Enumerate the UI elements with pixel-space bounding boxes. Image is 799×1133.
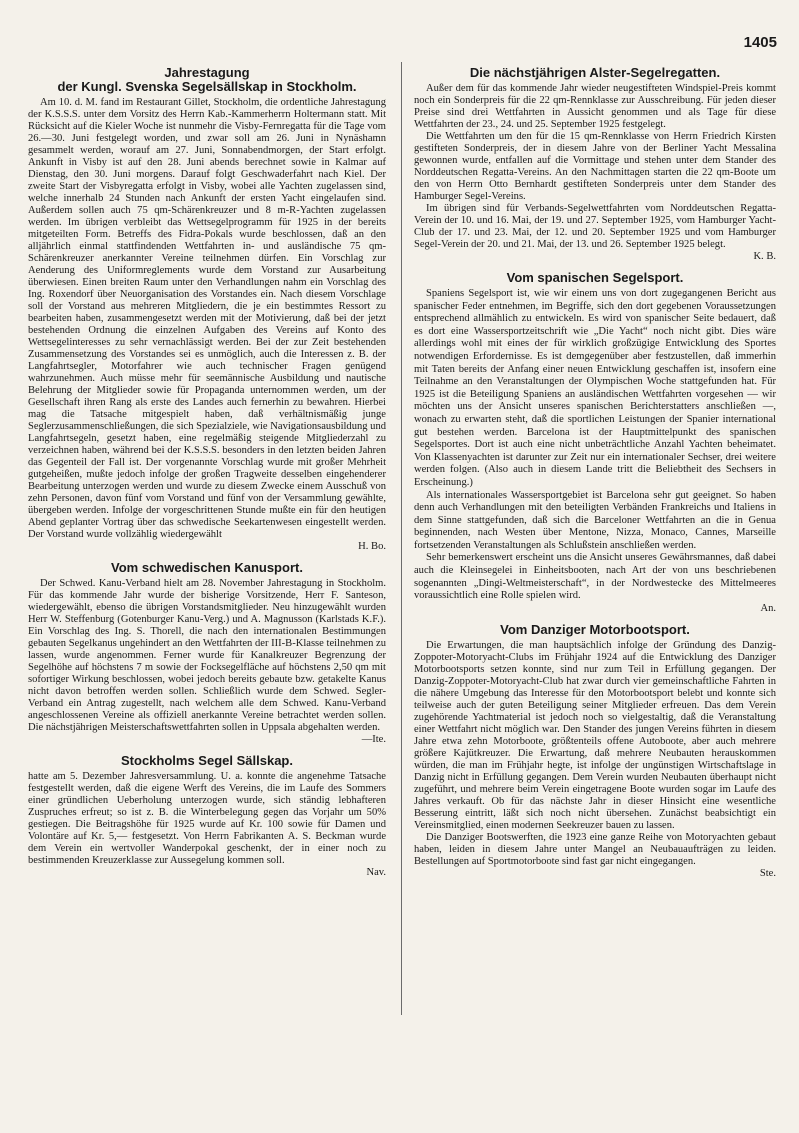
- article-title: Vom schwedischen Kanusport.: [111, 560, 303, 575]
- article-paragraph: Die Wettfahrten um den für die 15 qm-Rennklasse von Herrn Friedrich Kirsten gestifteten Sonderpreis, der in diesem Jahre von der Berliner Yacht Messalina gewonnen wurde, entfallen auf die Vormittage und stehen unter dem Stander des Norddeutschen Regatta-Vereins. An den Nachmittagen starten die 22 qm-Boote um den von Herrn Otto Bernhardt gestifteten Sonderpreis unter dem Stander des Hamburger Segel-Vereins.: [414, 131, 776, 202]
- article-paragraph: Außer dem für das kommende Jahr wieder neugestifteten Windspiel-Preis kommt noch ein Sonderpreis für die 22 qm-Rennklasse zur Ausschreibung. Für jeden dieser Preise sind drei Wettfahrten in Aussicht genommen und als Tage für diese Wettfahrten der 23., 24. und 25. September 1925 festgelegt.: [414, 83, 776, 130]
- article-title: Vom Danziger Motorbootsport.: [500, 621, 690, 637]
- article-body: Der Schwed. Kanu-Verband hielt am 28. November Jahrestagung in Stockholm. Für das kommende Jahr wurde der bisherige Vorsitzende, Herr F. Santeson, wiedergewählt, ebenso die übrigen Vorstandsmitglieder. Neu hinzugewählt wurden Herr W. Steffenburg (Gotenburger Kanu-Verg.) und A. Magnusson (Karlstads K.F.). Ein Vorschlag des Ing. S. Thorell, die nach den internationalen Bestimmungen gebauten Segelkanus ungehindert an den Wettfahrten der III-B-Klasse teilnehmen zu lassen, wurde angenommen. Ferner wurde für Kanalkreuzer Begrenzung der Segelhöhe auf höchstens 7 m sowie der Focksegelfläche auf höchstens 2,50 qm mit sofortiger Wirkung beschlossen, wobei jedoch bereits gebaute bzw. getakelte Kanus nicht davon betroffen werden sollen. Schließlich wurde dem Schwed. Segler-Verband ein Antrag zugestellt, nach welchem alle dem Schwed. Kanu-Verband angeschlossenen Vereine als offiziell anerkannte Vereine betrachtet werden sollen. Die nächstjährigen Meisterschaftswettfahrten sollen in Uppsala abgehalten werden.: [28, 578, 386, 733]
- article-paragraph: Spaniens Segelsport ist, wie wir einem uns von dort zugegangenen Bericht aus spanischer Feder entnehmen, im Begriffe, sich den dort gegebenen Voraussetzungen entsprechend allmählich zu entwickeln. Es wird von spanischer Seite bedauert, daß es dort eine Wassersportzeitschrift wie „Die Yacht“ noch nicht gibt. Dies wäre allerdings wohl mit eines der für wirklich großzügige Entwicklung des Sportes notwendigen Erfordernisse. Es ist demgegenüber aber festzustellen, daß immerhin mit Taten bereits der Anfang einer neuen Entwicklung geschaffen ist, insofern eine Teilnahme an den Veranstaltungen der Olympischen Woche stattgefunden hat. Für 1925 ist die Beteiligung Spaniens an ausländischen Wettfahrten vorgesehen — wir möchten uns der Ansicht unseres spanischen Berichterstatters anschließen —, wonach zu erwarten steht, daß die sportlichen Leistungen der Spanier international gut bestehen werden. Barcelona ist der Hauptmittelpunkt des spanischen Segelsportes. Dort ist auch eine nicht unbeträchtliche Anzahl Yachten beheimatet. Von Klassenyachten ist darunter zur Zeit nur ein internationaler Sechser, drei weitere werden folgen. (Also auch in diesem Lande tritt die Beliebtheit des Sechsers in Erscheinung.): [414, 288, 776, 488]
- article-kanusport: [28, 561, 386, 746]
- article-danziger-motorboot: [414, 623, 776, 880]
- column-divider: [401, 62, 402, 1015]
- article-signature: An.: [760, 602, 776, 614]
- article-kssss: [28, 66, 386, 553]
- article-title: Stockholms Segel Sällskap.: [121, 753, 293, 768]
- article-stockholms-segel: [28, 754, 386, 879]
- page-number: 1405: [743, 34, 777, 51]
- article-title-line1: Jahrestagung: [164, 65, 250, 80]
- article-paragraph: Die Erwartungen, die man hauptsächlich infolge der Gründung des Danzig-Zoppoter-Motoryacht-Clubs im Frühjahr 1924 auf die Entwicklung des Danziger Motorbootsports setzen konnte, sind nur zum Teil in Erfüllung gegangen. Der Danzig-Zoppoter-Motoryacht-Club hat zwar durch vier gemeinschaftliche Fahrten in die nähere Umgebung das Interesse für den Motorbootsport belebt und konnte sich teilweise auch der guten Beteiligung seiner Mitglieder erfreuen. Das dem Verein zugehörende Yachtmaterial ist jedoch noch so vielgestaltig, daß die Veranstaltung einer Wettfahrt nicht möglich war. Den Stander des jungen Vereins führten in diesem Jahre etwa zehn Motorboote, größtenteils offene Autoboote, aber auch mehrere größere Kajütkreuzer. Die Erwartung, daß mehrere Neubauten herauskommen würden, die man im Frühjahr hegte, ist infolge der ungünstigen Wirtschaftslage in Danzig nicht in Erfüllung gegangen. Dem Verein wurden Neubauten überhaupt nicht zugeführt, und mehrere beim Verein eingetragene Boote wurden sogar im Laufe des Jahres verkauft. Ob für das nächste Jahr in dieser Hinsicht eine wesentliche Besserung eintritt, läßt sich noch nicht übersehen. Zunächst beabsichtigt ein Vereinsmitglied, einen modernen Seekreuzer bauen zu lassen.: [414, 639, 776, 831]
- article-body: Am 10. d. M. fand im Restaurant Gillet, Stockholm, die ordentliche Jahrestagung der K.S.S.S. unter dem Vorsitz des Herrn Kab.-Kammerherrn Holtermann statt. Mit Rücksicht auf die Kieler Woche ist nunmehr die Visby-Fernregatta für die Tage vom 26.—30. Juni festgelegt worden, und zwar soll am 26. Juni in Nynäshamn gesammelt werden, worauf am 27. Juni, Sonnabendmorgen, der Start erfolgt. Ankunft in Visby ist auf den 28. Juni abends berechnet sowie in Kalmar auf Dienstag, den 30. Juni morgens. Darauf folgt Geschwaderfahrt nach Kiel. Der zweite Start der Visbyregatta erfolgt in Visby, wobei alle Yachten zugelassen sind, welche innerhalb 24 Stunden nach Ankunft der ersten Yacht eingelaufen sind. Außerdem sollen auch 75 qm-Schärenkreuzer und 8 m-R-Yachten zugelassen werden. Im übrigen verbleibt das Wettsegelprogramm für 1925 in der bereits mitgeteilten Form. Betreffs des Fidra-Pokals wurde beschlossen, daß an den alljährlich einmal stattfindenden Wettfahrten in- und ausländische 75 qm-Schärenkreuzer anerkannter Vereine teilnehmen dürfen. Ein Vorschlag zur Aenderung des Uniformreglements wurde dem Vorstand zur Ausarbeitung überwiesen. Einen breiten Raum unter den Verhandlungen nahm ein Vorschlag des Ing. Roxendorf über Neuorganisation des Vorstandes ein. Nach diesem Vorschlage soll der Vorstand aus mehreren Mitgliedern, die je ein bestimmtes Ressort zu bearbeiten haben, zusammengesetzt werden mit der Motivierung, daß bei der jetzt bestehenden Ordnung die einzelnen Aufgaben des Vereins auf Konto des Wettsegelinteresses zu sehr vernachlässigt werden. Bei der zur Zeit bestehenden Zusammensetzung des Vorstandes sei es unmöglich, auch die Interessen z. B. der Langfahrtsegler, Motorfahrer wie auch technischer Fragen genügend wahrzunehmen. Auch müsse mehr für seemännische Ausbildung und nautische Belehrung der Mitglieder sowie für Propaganda unternommen werden, um der Gesellschaft ihren Rang als erste des Landes auch fernerhin zu bewahren. Hierbei mag die Tatsache mitgespielt haben, daß verhältnismäßig junge Seglerzusammenschließungen, die sich Spezialziele, wie Navigationsausbildung und Langfahrtsegeln, gesetzt haben, eine regelmäßig steigende Mitgliederzahl zu verzeichnen haben, während bei der K.S.S.S. besonders in den letzten beiden Jahren das Gegenteil der Fall ist. Der vorgenannte Vorschlag wurde mit großer Mehrheit gutgeheißen, mußte jedoch infolge der großen Tragweite desselben eingehenderer Bearbeitung unterzogen werden und wurde zu diesem Zwecke einem Ausschuß von zehn Personen, davon fünf vom Vorstand und fünf von der Versammlung gewählte, übergeben werden. Infolge der vorgeschrittenen Stunde mußte ein für den heutigen Abend geplanter Vortrag über das schwedische Seekartenwesen eingestellt werden. Der Vorstand wurde vollzählig wiedergewählt: [28, 97, 386, 540]
- left-column: [28, 66, 386, 879]
- article-body: hatte am 5. Dezember Jahresversammlung. U. a. konnte die angenehme Tatsache festgestellt werden, daß die eigene Werft des Vereins, die im Laufe des Sommers einer gründlichen Ueberholung unterzogen wurde, sich ständig lebhafteren Zuspruches erfreut; so ist z. B. die Winterbelegung gegen das Vorjahr um 50% gestiegen. Die Beitragshöhe für 1925 wurde auf Kr. 100 sowie für Damen und Volontäre auf Kr. 5,— festgesetzt. Von Herrn Fabrikanten A. S. Beckman wurde dem Verein ein wertvoller Wanderpokal geschenkt, der in einer noch zu bestimmenden Kreuzerklasse zur Aussegelung kommen soll.: [28, 771, 386, 866]
- article-signature: Nav.: [366, 867, 386, 878]
- article-spanischer-segelsport: [414, 271, 776, 615]
- article-title-line2: der Kungl. Svenska Segelsällskap in Stockholm.: [57, 79, 357, 94]
- right-column: [414, 66, 776, 880]
- article-signature: Ste.: [759, 867, 776, 879]
- article-title: Die nächstjährigen Alster-Segelregatten.: [469, 65, 721, 80]
- article-signature: H. Bo.: [358, 541, 386, 552]
- article-paragraph: Im übrigen sind für Verbands-Segelwettfahrten vom Norddeutschen Regatta-Verein der 10. und 16. Mai, der 19. und 27. September 1925, vom Hamburger Yacht-Club der 17. und 23. Mai, der 12. und 20. September 1925 und vom Hamburger Segel-Verein der 20. und 21. Mai, der 13. und 26. September 1925 belegt.: [414, 203, 776, 250]
- article-paragraph: Sehr bemerkenswert erscheint uns die Ansicht unseres Gewährsmannes, daß dabei auch die Kleinsegelei in Einheitsbooten, nach Art der von uns beschriebenen sogenannten „Dingi-Weltmeisterschaft“, in der Nordwestecke des Mittelmeeres voraussichtlich eine Rolle spielen wird.: [414, 552, 776, 602]
- article-signature: —Ite.: [361, 734, 386, 745]
- article-paragraph: Die Danziger Bootswerften, die 1923 eine ganze Reihe von Motoryachten gebaut haben, leiden in diesem Jahre unter Mangel an Neubauaufträgen zu leiden. Bestellungen auf Sportmotorboote sind fast gar nicht eingegangen.: [414, 831, 776, 867]
- article-signature: K. B.: [753, 251, 776, 262]
- article-paragraph: Als internationales Wassersportgebiet ist Barcelona sehr gut geeignet. So haben denn auch Verhandlungen mit den beteiligten Verbänden Frankreichs und Italiens in dem Sinne stattgefunden, daß sich die Barceloner Wettfahrten an die in Genua beginnenden, nach Westen über Mentone, Nizza, Monaco, Cannes, Marseille fortsetzenden Veranstaltungen als Schlußstein anschließen werden.: [414, 489, 776, 551]
- article-alster: [414, 66, 776, 263]
- article-title: [28, 66, 386, 94]
- article-title: Vom spanischen Segelsport.: [506, 270, 684, 285]
